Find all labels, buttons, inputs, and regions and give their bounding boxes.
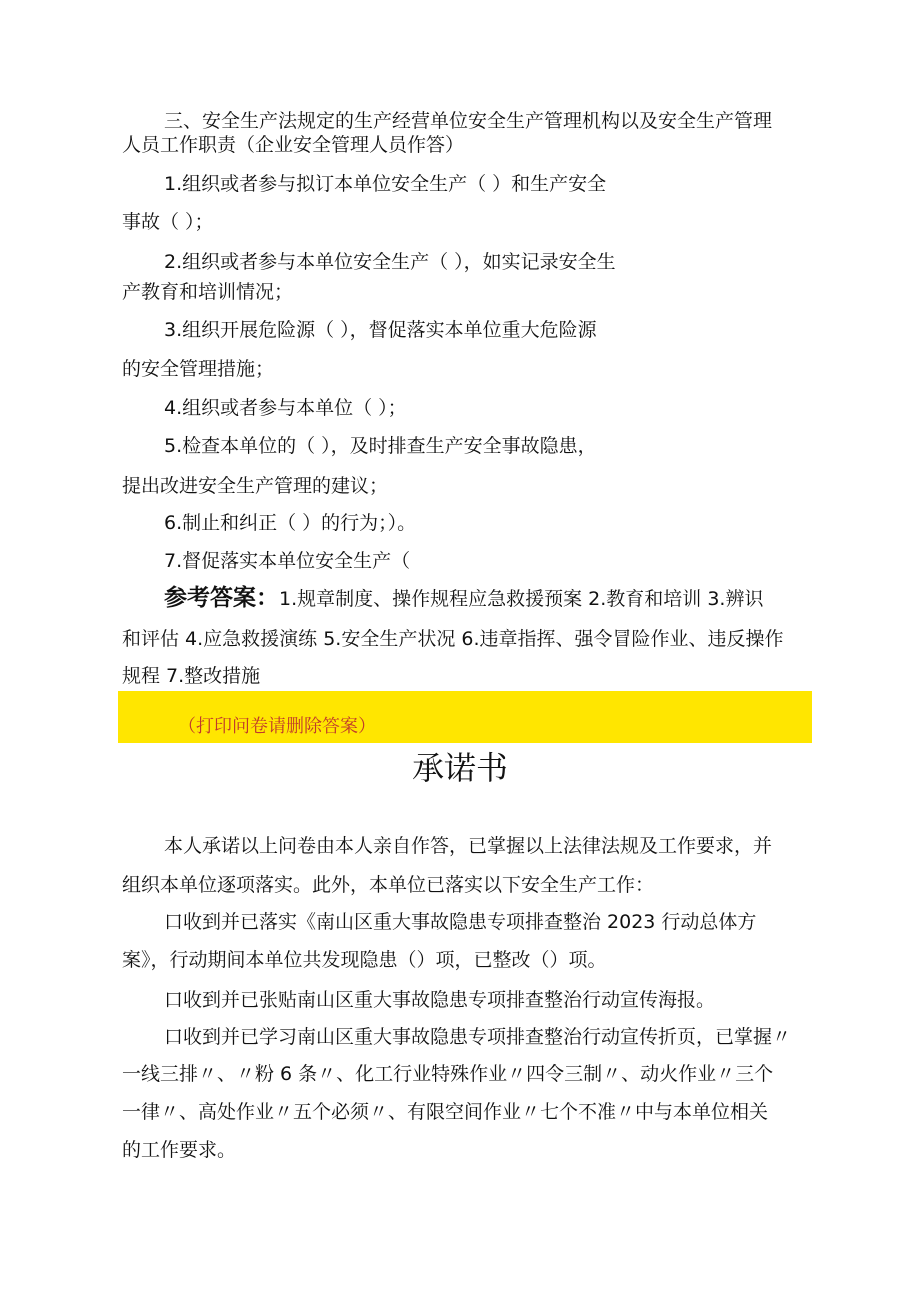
section-heading-line1: 三、安全生产法规定的生产经营单位安全生产管理机构以及安全生产管理 xyxy=(164,110,773,132)
answer-line3: 规程 7.整改措施 xyxy=(122,665,261,687)
delete-answers-note: （打印问卷请删除答案） xyxy=(178,716,376,737)
pledge-p2-line1: 口收到并已落实《南山区重大事故隐患专项排查整治 2023 行动总体方 xyxy=(164,911,757,933)
item-3-line2: 的安全管理措施； xyxy=(122,358,275,380)
answer-line1 xyxy=(164,586,763,611)
pledge-p2-line2: 案》，行动期间本单位共发现隐患（）项，已整改（）项。 xyxy=(122,949,607,971)
answer-lead: 参考答案： xyxy=(164,585,279,611)
pledge-p4-line4: 的工作要求。 xyxy=(122,1139,237,1161)
item-5-line1: 5.检查本单位的（ ），及时排查生产安全事故隐患， xyxy=(164,435,597,457)
pledge-p1-line1: 本人承诺以上问卷由本人亲自作答，已掌握以上法律法规及工作要求，并 xyxy=(164,835,773,857)
answer-line1-text: 1.规章制度、操作规程应急救援预案 2.教育和培训 3.辨识 xyxy=(279,588,764,610)
item-5-line2: 提出改进安全生产管理的建议； xyxy=(122,475,389,497)
item-3-line1: 3.组织开展危险源（ ），督促落实本单位重大危险源 xyxy=(164,319,597,341)
item-2-line1: 2.组织或者参与本单位安全生产（ ），如实记录安全生 xyxy=(164,251,616,273)
item-1-line2: 事故（ ）； xyxy=(122,211,214,233)
pledge-p1-line2: 组织本单位逐项落实。此外，本单位已落实以下安全生产工作： xyxy=(122,874,655,896)
pledge-p4-line1: 口收到并已学习南山区重大事故隐患专项排查整治行动宣传折页，已掌握〃 xyxy=(164,1026,792,1048)
item-4: 4.组织或者参与本单位（ ）； xyxy=(164,397,407,419)
section-heading-line2: 人员工作职责（企业安全管理人员作答） xyxy=(122,134,465,156)
item-2-line2: 产教育和培训情况； xyxy=(122,281,294,303)
pledge-p4-line2: 一线三排〃、〃粉 6 条〃、化工行业特殊作业〃四令三制〃、动火作业〃三个 xyxy=(122,1063,774,1085)
pledge-p4-line3: 一律〃、高处作业〃五个必须〃、有限空间作业〃七个不准〃中与本单位相关 xyxy=(122,1101,769,1123)
answer-line2: 和评估 4.应急救援演练 5.安全生产状况 6.违章指挥、强令冒险作业、违反操作 xyxy=(122,628,784,650)
item-6: 6.制止和纠正（ ）的行为；）。 xyxy=(164,512,417,534)
item-7: 7.督促落实本单位安全生产（ xyxy=(164,550,411,572)
pledge-title: 承诺书 xyxy=(411,749,508,787)
item-1-line1: 1.组织或者参与拟订本单位安全生产（ ）和生产安全 xyxy=(164,173,607,195)
pledge-p3: 口收到并已张贴南山区重大事故隐患专项排查整治行动宣传海报。 xyxy=(164,989,716,1011)
